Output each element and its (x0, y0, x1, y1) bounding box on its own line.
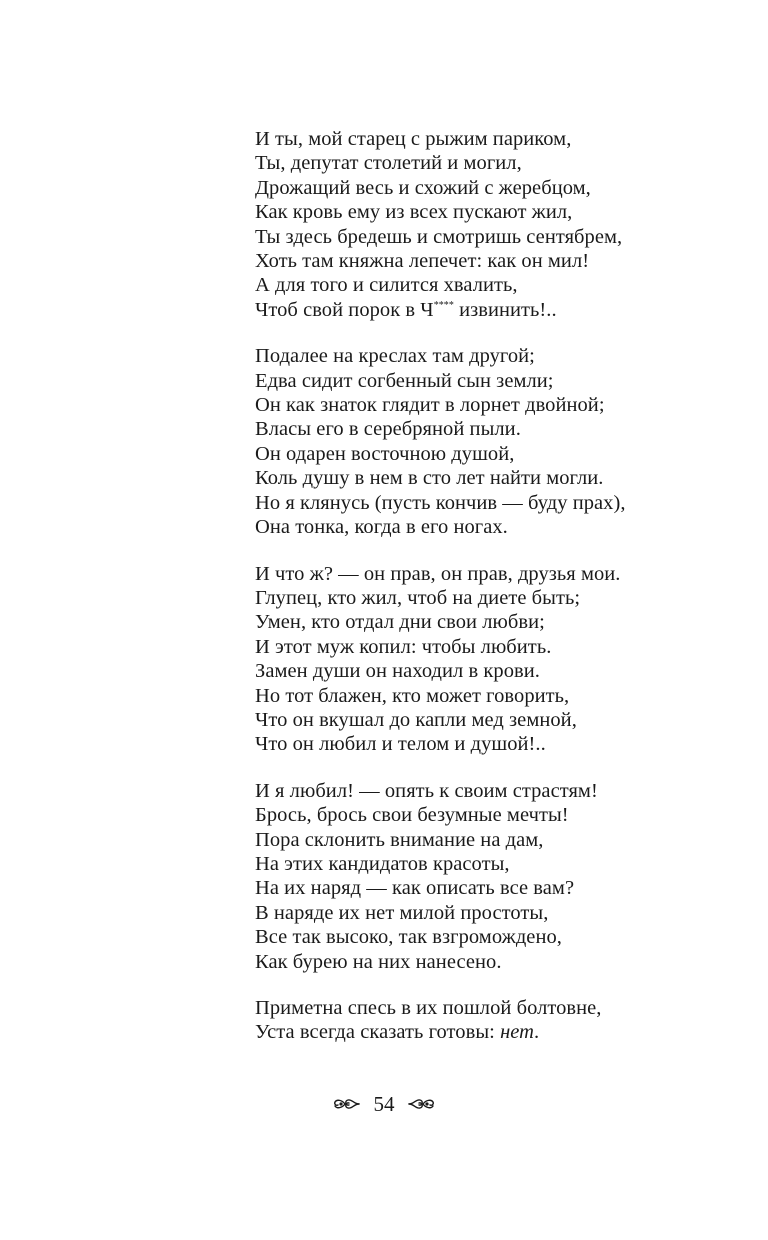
page-number: 54 (373, 1092, 395, 1117)
verse-line: На этих кандидатов красоты, (255, 852, 510, 875)
verse-line: Что он любил и телом и душой!.. (255, 733, 546, 756)
verse-line: Как кровь ему из всех пускают жил, (255, 201, 573, 224)
verse-line: Ты здесь бредешь и смотришь сентябрем, (255, 225, 623, 248)
page-footer (0, 1089, 768, 1117)
censored-mark: **** (433, 299, 454, 311)
verse-line: Пора склонить внимание на дам, (255, 828, 544, 851)
verse-line: Он одарен восточною душой, (255, 442, 515, 465)
verse-line: И я любил! — опять к своим страстям! (255, 779, 598, 802)
verse-line: И этот муж копил: чтобы любить. (255, 635, 552, 658)
stanza-1 (255, 127, 715, 322)
verse-line: Умен, кто отдал дни свои любви; (255, 611, 545, 634)
verse-text: . (534, 1021, 540, 1044)
verse-line: Ты, депутат столетий и могил, (255, 152, 522, 175)
verse-line: Но я клянусь (пусть кончив — буду прах), (255, 491, 626, 514)
stanza-4 (255, 779, 715, 974)
verse-line: Коль душу в нем в сто лет найти могли. (255, 467, 604, 490)
verse-line: А для того и силится хвалить, (255, 274, 518, 297)
verse-line: Он как знаток глядит в лорнет двойной; (255, 394, 605, 417)
fleuron-right-icon (406, 1095, 436, 1113)
verse-line: Все так высоко, так взгромождено, (255, 926, 562, 949)
verse-line: И ты, мой старец с рыжим париком, (255, 128, 572, 150)
verse-line: Приметна спесь в их пошлой болтовне, (255, 997, 602, 1019)
stanza-2 (255, 344, 715, 539)
verse-line: Дрожащий весь и схожий с жеребцом, (255, 176, 591, 199)
stanza-5 (255, 996, 715, 1045)
verse-line: На их наряд — как описать все вам? (255, 877, 575, 900)
emphasis-word: нет (500, 1021, 535, 1044)
verse-text: извинить!.. (453, 298, 557, 321)
verse-line: Брось, брось свои безумные мечты! (255, 804, 569, 827)
verse-line: Хоть там княжна лепечет: как он мил! (255, 250, 590, 273)
verse-line: Подалее на креслах там другой; (255, 345, 535, 368)
verse-text: Чтоб свой порок в Ч (255, 298, 434, 321)
verse-text: Уста всегда сказать готовы: (255, 1021, 501, 1044)
verse-line: Но тот блажен, кто может говорить, (255, 684, 570, 707)
verse-line: Она тонка, когда в его ногах. (255, 516, 508, 539)
verse-line: Замен души он находил в крови. (255, 660, 540, 683)
verse-line: В наряде их нет милой простоты, (255, 901, 549, 924)
verse-line: Как бурею на них нанесено. (255, 950, 502, 973)
verse-line: Едва сидит согбенный сын земли; (255, 369, 554, 392)
verse-line: И что ж? — он прав, он прав, друзья мои. (255, 562, 621, 585)
fleuron-left-icon (332, 1095, 362, 1113)
verse-line: Глупец, кто жил, чтоб на диете быть; (255, 586, 581, 609)
verse-line: Власы его в серебряной пыли. (255, 418, 521, 441)
verse-line (255, 1020, 715, 1044)
verse-line: Что он вкушал до капли мед земной, (255, 708, 577, 731)
stanza-3 (255, 562, 715, 757)
poem-text (255, 127, 715, 1067)
verse-line (255, 298, 715, 322)
